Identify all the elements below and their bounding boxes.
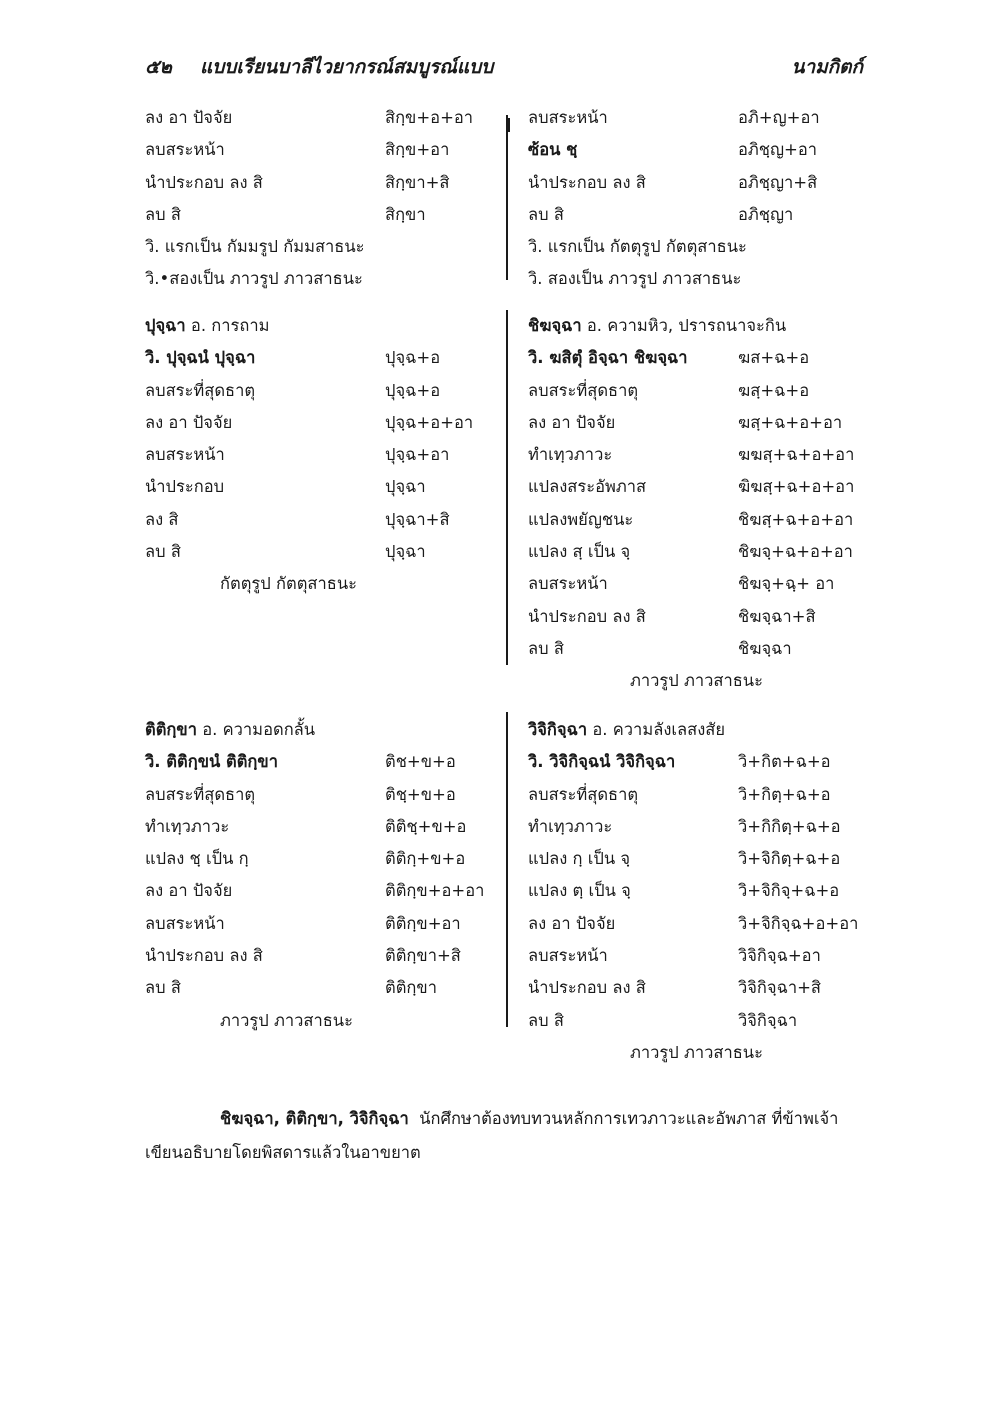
entry-word: ชิฆจฺฉา [528, 316, 582, 335]
form: ฆส+ฉ+อ [738, 348, 810, 368]
step: ลบสระที่สุดธาตุ [528, 784, 639, 804]
derivation-row [145, 536, 495, 568]
form: ติติชฺ+ข+อ [385, 816, 467, 836]
step: ทำเทฺวภาวะ [528, 445, 613, 465]
form: วิจิกิจฺฉ+อา [738, 946, 821, 966]
section-title: นามกิตก์ [791, 56, 863, 78]
form: วิ+จิกิจฺ+ฉ+อ [738, 881, 840, 901]
form: ฆิฆสฺ+ฉ+อ+อา [738, 477, 855, 497]
form: ติชฺ+ข+อ [385, 784, 456, 804]
step: ลบสระหน้า [528, 108, 608, 127]
section2-left [145, 310, 495, 601]
note-text: วิ. แรกเป็น กัตตุรูป กัตตุสาธนะ [528, 237, 747, 257]
footnote-terms: ชิฆจฺฉา, ติติกฺขา, วิจิกิจฺฉา [220, 1109, 409, 1128]
step: นำประกอบ ลง สิ [528, 172, 646, 192]
vi-note [145, 231, 495, 263]
section3-left [145, 714, 495, 1037]
step: ซ้อน ชฺ [528, 140, 578, 160]
derivation-row [528, 1005, 858, 1037]
form: ปุจฺฉา [385, 542, 426, 562]
form: ติติกฺขา+สิ [385, 946, 461, 966]
derivation-row [528, 875, 858, 907]
step: ลง อา ปัจจัย [145, 881, 233, 901]
conclusion-row [145, 1005, 495, 1037]
derivation-row [528, 504, 858, 536]
vi-label: วิ. วิจิกิจฺฉนํ วิจิกิจฺฉา [528, 752, 676, 772]
form: อภิชฺญ+อา [738, 140, 818, 160]
vi-label: วิ. ปุจฺฉนํ ปุจฺฉา [145, 348, 256, 368]
step: ลง อา ปัจจัย [145, 108, 233, 127]
entry-word: วิจิกิจฺฉา [528, 720, 588, 739]
derivation-row [145, 375, 495, 407]
derivation-row [528, 811, 858, 843]
step: แปลงสระอัพภาส [528, 477, 647, 497]
note-text: วิ.•สองเป็น ภาวรูป ภาวสาธนะ [145, 269, 363, 289]
form: สิกฺข+อา [385, 140, 450, 160]
derivation-row [145, 843, 495, 875]
step: นำประกอบ [145, 477, 225, 497]
step: ลบสระที่สุดธาตุ [145, 380, 256, 400]
conclusion: กัตตุรูป กัตตุสาธนะ [220, 574, 357, 594]
section2-right [528, 310, 858, 698]
derivation-row [528, 601, 858, 633]
step: นำประกอบ ลง สิ [145, 172, 263, 192]
form: วิ+จิกิจฺฉ+อ+อา [738, 913, 859, 933]
form: อภิชฺญา [738, 204, 794, 224]
derivation-row [145, 811, 495, 843]
form: วิ+จิกิตฺ+ฉ+อ [738, 849, 841, 869]
step: ลบสระหน้า [528, 946, 608, 966]
derivation-row [528, 633, 858, 665]
entry-meaning: อ. ความลังเลสงสัย [592, 720, 725, 739]
step: ลบ สิ [528, 204, 564, 224]
form: ปุจฺฉา [385, 477, 426, 497]
step: ทำเทฺวภาวะ [145, 816, 230, 836]
section3-right [528, 714, 858, 1069]
step: นำประกอบ ลง สิ [528, 978, 646, 998]
form: อภิชฺญา+สิ [738, 172, 818, 192]
step: แปลง กฺ เป็น จฺ [528, 849, 631, 869]
step: แปลง ตฺ เป็น จฺ [528, 881, 631, 901]
divider-line-1 [506, 115, 508, 280]
derivation-row [528, 471, 858, 503]
step: ทำเทฺวภาวะ [528, 816, 613, 836]
step: ลบสระที่สุดธาตุ [528, 380, 639, 400]
derivation-row [145, 875, 495, 907]
form: ฆฆสฺ+ฉ+อ+อา [738, 445, 855, 465]
form: ปุจฺฉ+อ [385, 348, 441, 368]
derivation-row [145, 471, 495, 503]
conclusion: ภาวรูป ภาวสาธนะ [630, 1042, 763, 1062]
form: ฆสฺ+ฉ+อ [738, 380, 810, 400]
derivation-row [528, 167, 858, 199]
derivation-row [528, 843, 858, 875]
form: ชิฆจฺฉา+สิ [738, 606, 816, 626]
divider-tick [508, 118, 510, 132]
derivation-row [528, 972, 858, 1004]
derivation-row [528, 407, 858, 439]
note-text: วิ. แรกเป็น กัมมรูป กัมมสาธนะ [145, 237, 365, 257]
entry-heading [528, 714, 858, 746]
entry-meaning: อ. การถาม [190, 316, 270, 335]
derivation-row [528, 940, 858, 972]
form: สิกฺขา+สิ [385, 172, 450, 192]
vi-note [528, 231, 858, 263]
divider-line-3 [506, 712, 508, 1027]
derivation-row [145, 407, 495, 439]
conclusion-row [528, 665, 858, 697]
derivation-row [145, 439, 495, 471]
form: ติช+ข+อ [385, 752, 456, 772]
step: ลบ สิ [528, 638, 564, 658]
entry-word: ติติกฺขา [145, 720, 197, 739]
vi-row [528, 746, 858, 778]
vi-row [145, 342, 495, 374]
form: สิกฺขา [385, 204, 426, 224]
step: แปลง สฺ เป็น จฺ [528, 542, 631, 562]
step: ลบสระหน้า [145, 140, 225, 160]
vi-row [145, 746, 495, 778]
derivation-row [528, 439, 858, 471]
derivation-row [528, 134, 858, 166]
entry-word: ปุจฺฉา [145, 316, 186, 335]
vi-row [528, 342, 858, 374]
derivation-row [528, 568, 858, 600]
form: วิ+กิต+ฉ+อ [738, 752, 831, 772]
section1-right [528, 102, 858, 296]
step: นำประกอบ ลง สิ [145, 946, 263, 966]
form: สิกฺข+อ+อา [385, 108, 474, 127]
step: ลบสระหน้า [145, 913, 225, 933]
form: ชิฆจฺ+ฉฺ+ อา [738, 574, 835, 594]
step: แปลง ชฺ เป็น กฺ [145, 849, 249, 869]
derivation-row [528, 908, 858, 940]
derivation-row [145, 908, 495, 940]
entry-heading [145, 714, 495, 746]
step: ลบสระหน้า [145, 445, 225, 465]
derivation-row [528, 536, 858, 568]
form: ติติกฺข+อ+อา [385, 881, 485, 901]
form: ปุจฺฉ+อ+อา [385, 412, 474, 432]
step: ลบสระที่สุดธาตุ [145, 784, 256, 804]
note-text: วิ. สองเป็น ภาวรูป ภาวสาธนะ [528, 269, 742, 289]
book-title: แบบเรียนบาลีไวยากรณ์สมบูรณ์แบบ [200, 56, 494, 78]
section1-left [145, 102, 495, 296]
step: นำประกอบ ลง สิ [528, 606, 646, 626]
form: ติติกฺข+อา [385, 913, 461, 933]
conclusion: ภาวรูป ภาวสาธนะ [220, 1010, 353, 1030]
step: ลบ สิ [145, 204, 181, 224]
form: วิ+กิตฺ+ฉ+อ [738, 784, 831, 804]
derivation-row [528, 102, 858, 134]
form: ชิฆจฺ+ฉ+อ+อา [738, 542, 853, 562]
form: ปุจฺฉา+สิ [385, 509, 450, 529]
derivation-row [145, 102, 495, 134]
form: ชิฆจฺฉา [738, 638, 792, 658]
derivation-row [145, 940, 495, 972]
page-number: ๕๒ [145, 56, 172, 78]
derivation-row [145, 972, 495, 1004]
form: ปุจฺฉ+อา [385, 445, 450, 465]
derivation-row [145, 199, 495, 231]
step: ลง อา ปัจจัย [528, 412, 616, 432]
derivation-row [528, 779, 858, 811]
step: ลบ สิ [145, 978, 181, 998]
form: วิจิกิจฺฉา [738, 1010, 798, 1030]
footnote-text: นักศึกษาต้องทบทวนหลักการเทวภาวะและอัพภาส ที่ข้าพเจ้าเขียนอธิบายโดยพิสดารแล้วในอาขยาต [145, 1109, 839, 1162]
vi-label: วิ. ฆสิตุํ อิจฺฉา ชิฆจฺฉา [528, 348, 688, 368]
step: แปลงพยัญชนะ [528, 509, 634, 529]
derivation-row [145, 504, 495, 536]
step: ลบ สิ [528, 1010, 564, 1030]
step: ลบสระหน้า [528, 574, 608, 594]
conclusion-row [145, 568, 495, 600]
step: ลง อา ปัจจัย [145, 412, 233, 432]
form: ปุจฺฉ+อ [385, 380, 441, 400]
step: ลง อา ปัจจัย [528, 913, 616, 933]
step: ลบ สิ [145, 542, 181, 562]
form: ชิฆสฺ+ฉ+อ+อา [738, 509, 854, 529]
entry-meaning: อ. ความหิว, ปรารถนาจะกิน [586, 316, 787, 335]
conclusion-row [528, 1037, 858, 1069]
derivation-row [528, 199, 858, 231]
entry-heading [528, 310, 858, 342]
entry-meaning: อ. ความอดกลั้น [202, 720, 316, 739]
form: อภิ+ญ+อา [738, 108, 820, 127]
footnote-paragraph [145, 1102, 865, 1170]
entry-heading [145, 310, 495, 342]
form: ฆสฺ+ฉ+อ+อา [738, 412, 843, 432]
form: ติติกฺ+ข+อ [385, 849, 466, 869]
form: วิ+กิกิตฺ+ฉ+อ [738, 816, 841, 836]
vi-note [145, 263, 495, 295]
vi-label: วิ. ติติกฺขนํ ติติกฺขา [145, 752, 278, 772]
step: ลง สิ [145, 509, 179, 529]
form: ติติกฺขา [385, 978, 437, 998]
form: วิจิกิจฺฉา+สิ [738, 978, 821, 998]
conclusion: ภาวรูป ภาวสาธนะ [630, 671, 763, 691]
derivation-row [528, 375, 858, 407]
divider-line-2 [506, 310, 508, 665]
derivation-row [145, 779, 495, 811]
derivation-row [145, 134, 495, 166]
derivation-row [145, 167, 495, 199]
vi-note [528, 263, 858, 295]
